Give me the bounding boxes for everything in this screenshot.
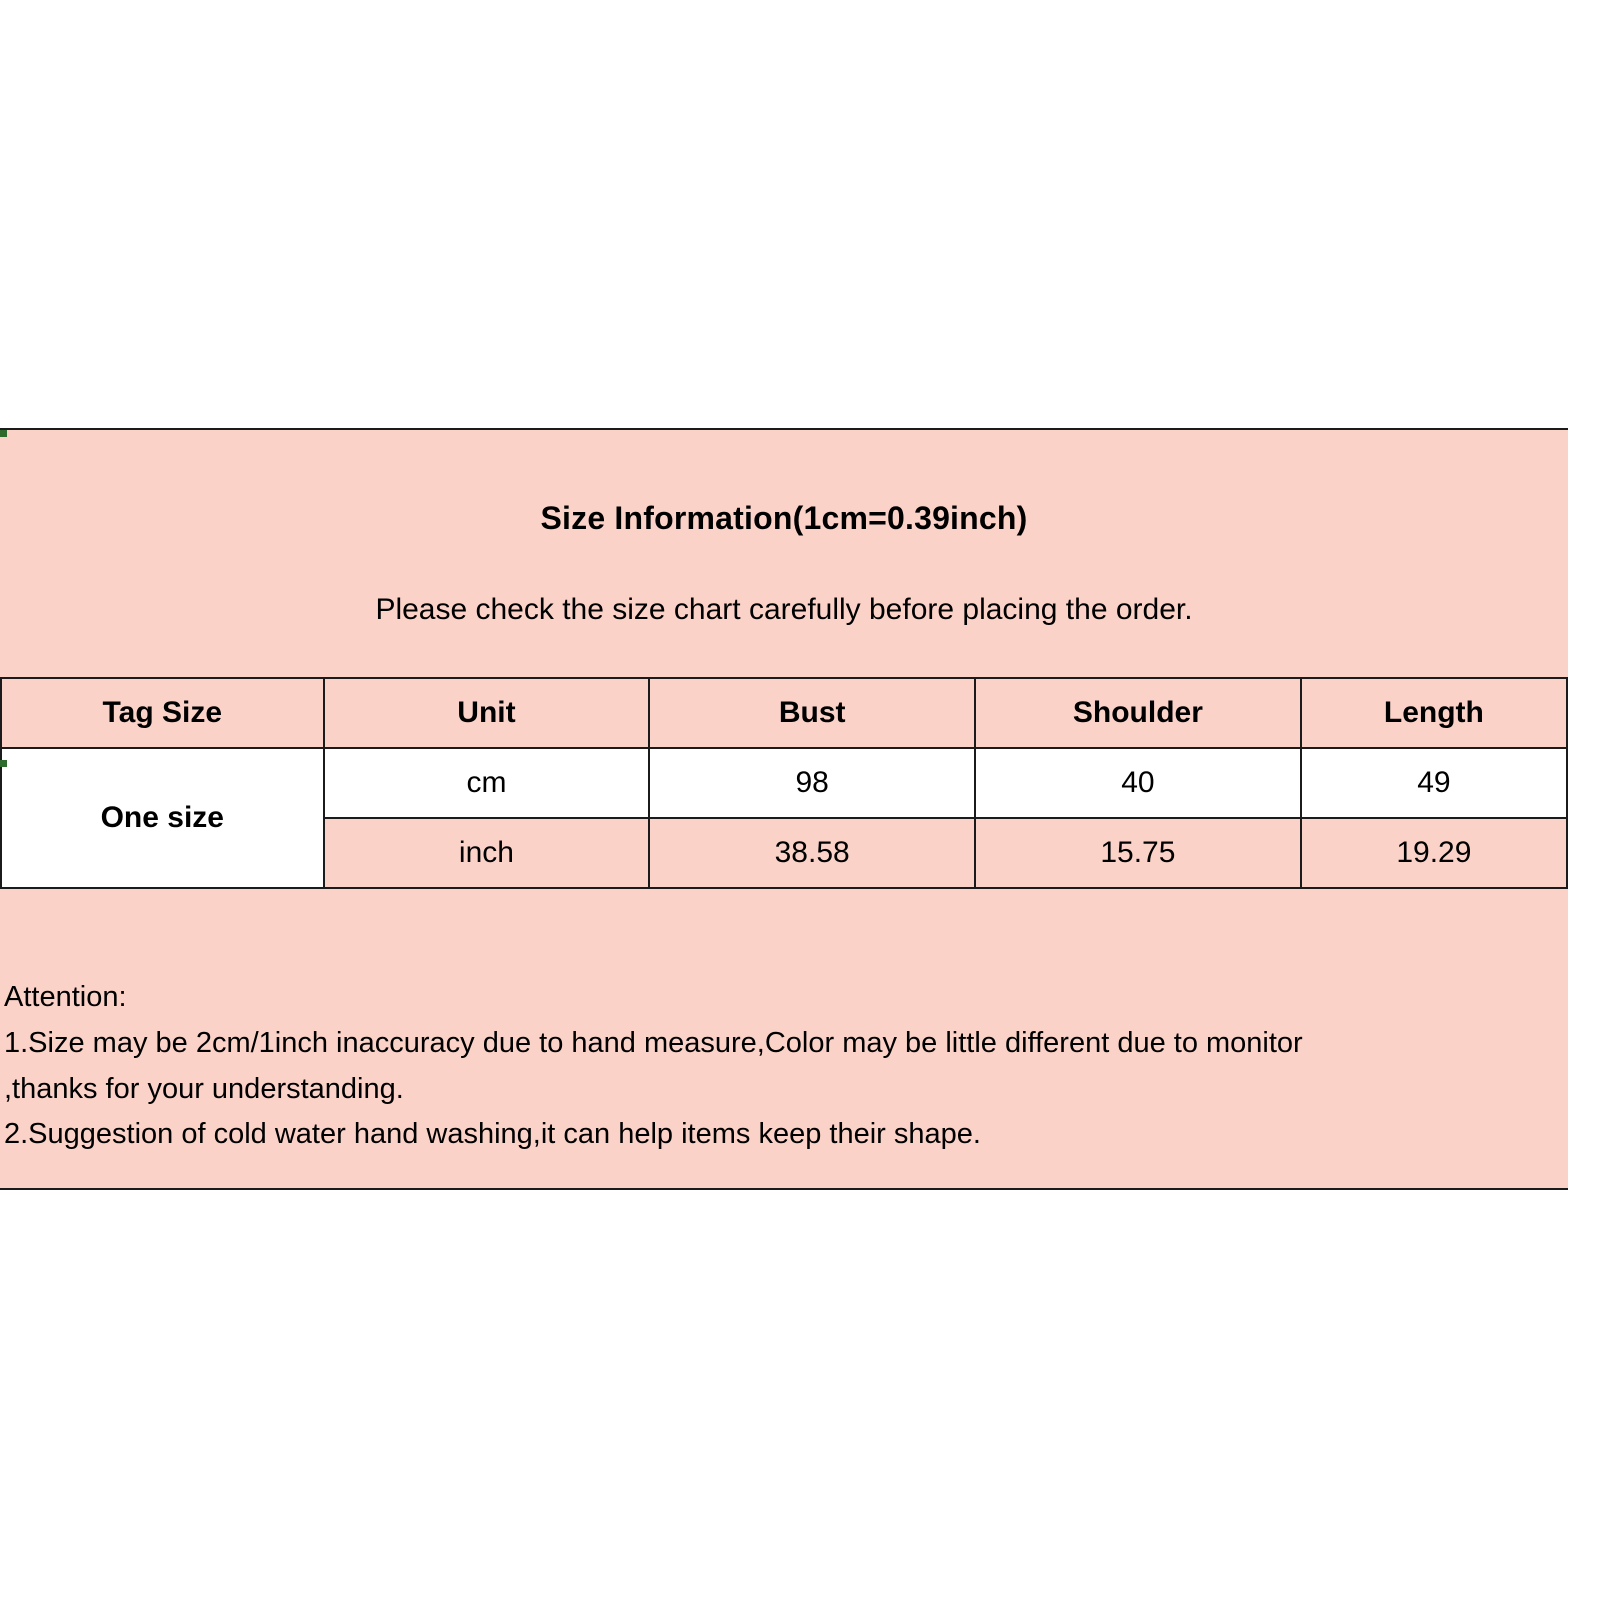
- column-header-shoulder: Shoulder: [975, 678, 1301, 748]
- table-header-row: [1, 678, 1567, 748]
- edge-marker-middle: [0, 760, 7, 767]
- cell-unit-inch: inch: [324, 818, 650, 888]
- cell-length-cm: 49: [1301, 748, 1567, 818]
- measurements-table: [0, 677, 1568, 889]
- column-header-unit: Unit: [324, 678, 650, 748]
- attention-heading: Attention:: [4, 981, 127, 1013]
- cell-bust-cm: 98: [649, 748, 975, 818]
- column-header-length: Length: [1301, 678, 1567, 748]
- chart-header: [0, 430, 1568, 677]
- column-header-bust: Bust: [649, 678, 975, 748]
- table-row: [1, 748, 1567, 818]
- attention-line-1: 1.Size may be 2cm/1inch inaccuracy due to hand measure,Color may be little different due to monitor: [4, 1026, 1303, 1059]
- cell-shoulder-inch: 15.75: [975, 818, 1301, 888]
- attention-line-2: ,thanks for your understanding.: [4, 1072, 404, 1105]
- cell-length-inch: 19.29: [1301, 818, 1567, 888]
- chart-subtitle: Please check the size chart carefully before placing the order.: [375, 593, 1193, 626]
- chart-title: Size Information(1cm=0.39inch): [540, 500, 1028, 536]
- column-header-tag-size: Tag Size: [1, 678, 324, 748]
- attention-line-3: 2.Suggestion of cold water hand washing,it can help items keep their shape.: [4, 1118, 981, 1151]
- cell-bust-inch: 38.58: [649, 818, 975, 888]
- cell-unit-cm: cm: [324, 748, 650, 818]
- edge-marker-top: [0, 430, 7, 437]
- size-information-chart: [0, 428, 1568, 1190]
- cell-shoulder-cm: 40: [975, 748, 1301, 818]
- attention-notes: [0, 889, 1568, 1188]
- cell-tag-size: One size: [1, 748, 324, 888]
